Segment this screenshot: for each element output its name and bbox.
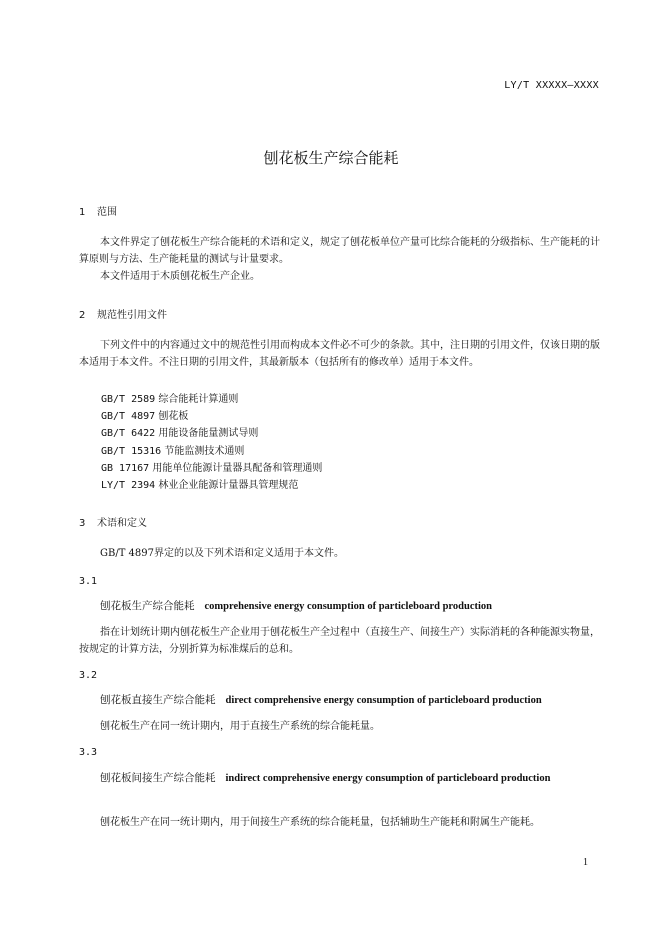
reference-title: 节能监测技术通则 <box>164 446 245 457</box>
term-chinese: 刨花板生产综合能耗 <box>100 600 195 612</box>
reference-code: GB/T 6422 <box>101 428 156 439</box>
term-definition: 刨花板生产在同一统计期内，用于间接生产系统的综合能耗量，包括辅助生产能耗和附属生产能耗。 <box>100 817 540 828</box>
section-title: 规范性引用文件 <box>97 310 167 321</box>
terms-intro-paragraph: GB/T 4897界定的以及下列术语和定义适用于本文件。 <box>100 548 345 559</box>
section-number: 2 <box>79 310 86 321</box>
term-chinese: 刨花板直接生产综合能耗 <box>100 694 216 706</box>
section-title: 范围 <box>97 207 117 218</box>
reference-code: GB/T 4897 <box>101 411 156 422</box>
term-definition: 刨花板生产在同一统计期内，用于直接生产系统的综合能耗量。 <box>100 721 380 732</box>
page-number: 1 <box>583 857 588 868</box>
reference-title: 用能单位能源计量器具配备和管理通则 <box>152 463 323 474</box>
section-1-heading <box>79 203 117 218</box>
reference-code: GB/T 2589 <box>101 394 156 405</box>
reference-title: 刨花板 <box>158 411 189 422</box>
scope-paragraph: 本文件适用于木质刨花板生产企业。 <box>100 271 260 282</box>
reference-item <box>101 459 322 474</box>
reference-item <box>101 390 238 405</box>
clause-number: 3.1 <box>79 576 98 587</box>
term-chinese: 刨花板间接生产综合能耗 <box>100 772 216 784</box>
term-english: indirect comprehensive energy consumption of particleboard production <box>225 773 551 784</box>
section-3-heading <box>79 514 147 529</box>
section-number: 3 <box>79 518 86 529</box>
normative-intro-paragraph: 下列文件中的内容通过文中的规范性引用而构成本文件必不可少的条款。其中，注日期的引用文件，仅该日期的版本适用于本文件。不注日期的引用文件，其最新版本（包括所有的修改单）适用于本文件。 <box>79 340 600 368</box>
term-heading <box>79 770 600 787</box>
reference-item <box>101 407 188 422</box>
reference-item <box>101 424 258 439</box>
scope-paragraph: 本文件界定了刨花板生产综合能耗的术语和定义，规定了刨花板单位产量可比综合能耗的分级指标、生产能耗的计算原则与方法、生产能耗量的测试与计量要求。 <box>79 237 600 265</box>
term-english: comprehensive energy consumption of particleboard production <box>204 601 492 612</box>
reference-title: 用能设备能量测试导则 <box>158 428 259 439</box>
reference-title: 综合能耗计算通则 <box>158 394 239 405</box>
reference-code: GB 17167 <box>101 463 150 474</box>
section-number: 1 <box>79 207 86 218</box>
term-heading <box>79 598 600 615</box>
document-title: 刨花板生产综合能耗 <box>263 149 399 167</box>
term-heading <box>79 692 600 709</box>
clause-number: 3.2 <box>79 670 98 681</box>
reference-title: 林业企业能源计量器具管理规范 <box>158 480 299 491</box>
term-english: direct comprehensive energy consumption of particleboard production <box>225 695 542 706</box>
section-2-heading <box>79 306 167 321</box>
standard-code: LY/T XXXXX—XXXX <box>504 80 599 91</box>
reference-code: GB/T 15316 <box>101 446 162 457</box>
clause-number: 3.3 <box>79 747 98 758</box>
section-title: 术语和定义 <box>97 518 147 529</box>
reference-item <box>101 442 244 457</box>
reference-code: LY/T 2394 <box>101 480 156 491</box>
reference-item <box>101 476 298 491</box>
term-definition: 指在计划统计期内刨花板生产企业用于刨花板生产全过程中（直接生产、间接生产）实际消耗的各种能源实物量，按规定的计算方法，分别折算为标准煤后的总和。 <box>79 627 600 655</box>
